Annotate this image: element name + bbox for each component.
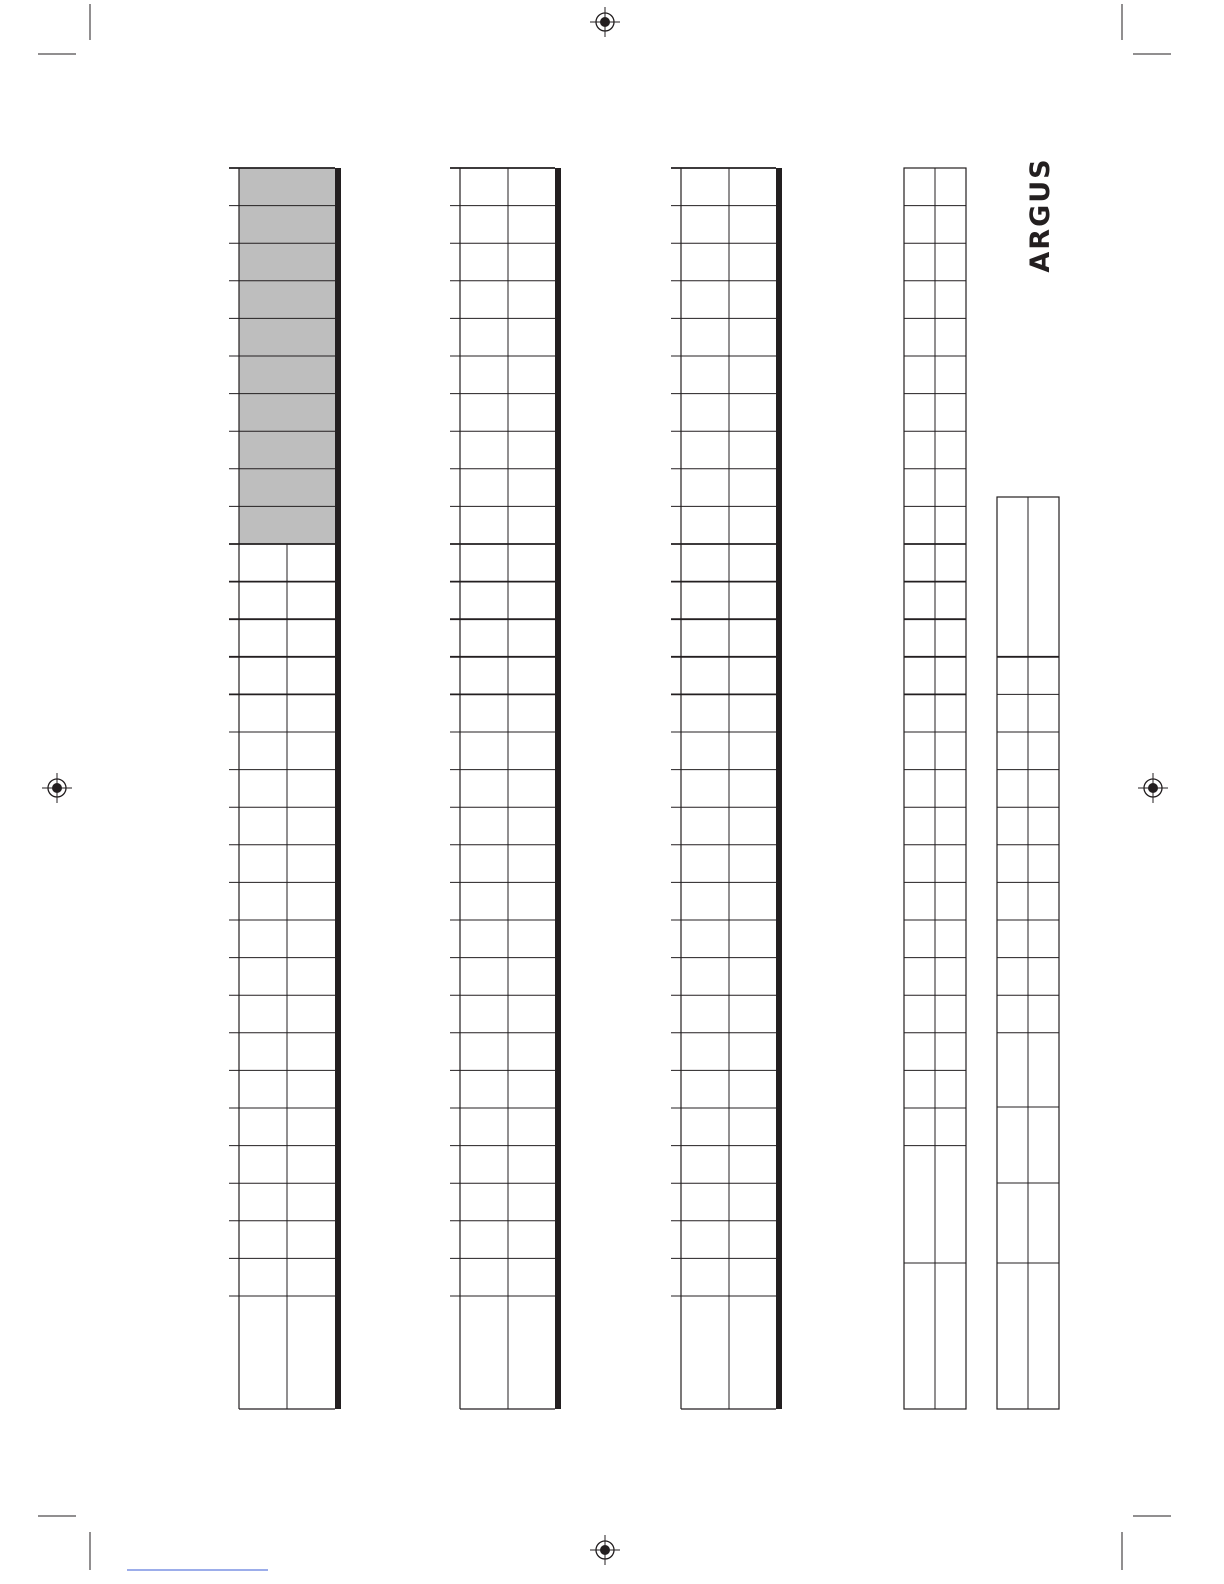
table-edge <box>776 168 782 1409</box>
registration-mark-icon <box>42 773 72 803</box>
registration-mark-icon <box>590 7 620 37</box>
table-edge <box>335 168 341 1409</box>
registration-marks <box>42 7 1168 1565</box>
form-table <box>229 168 341 1409</box>
argus-logo: ARGUS <box>1024 157 1056 273</box>
form-tables <box>229 157 1059 1409</box>
registration-mark-icon <box>1138 773 1168 803</box>
form-table <box>904 168 966 1409</box>
registration-mark-icon <box>590 1535 620 1565</box>
form-table <box>997 497 1059 1409</box>
crop-marks <box>38 4 1171 1570</box>
form-table <box>450 168 561 1409</box>
form-table <box>671 168 782 1409</box>
table-edge <box>555 168 561 1409</box>
